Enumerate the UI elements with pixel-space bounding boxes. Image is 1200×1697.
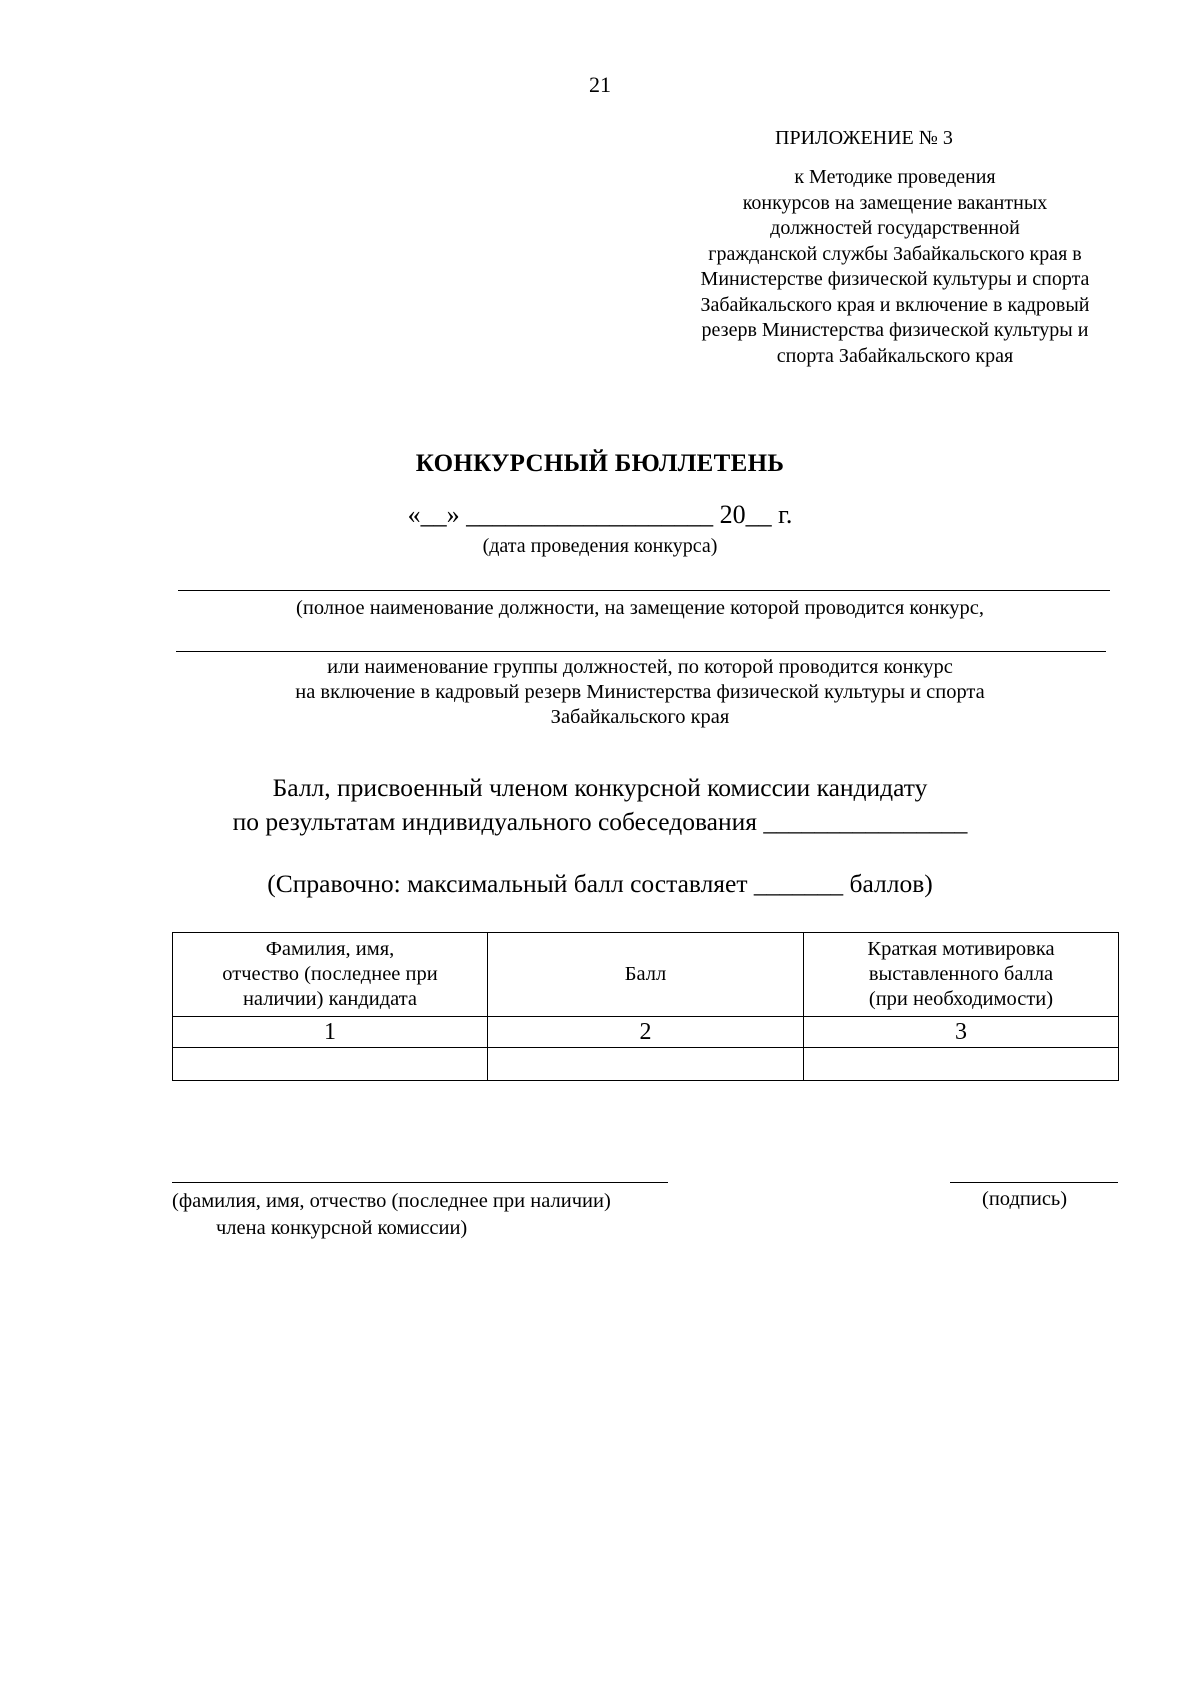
position-name-blank-line-2 [176, 651, 1106, 652]
date-line: «__» ___________________ 20__ г. [407, 500, 793, 529]
date-caption: (дата проведения конкурса) [482, 535, 718, 557]
column-number-1: 1 [173, 1017, 488, 1048]
table-number-row [173, 1017, 1119, 1048]
signature-blank-line [950, 1182, 1118, 1183]
column-number-3: 3 [804, 1017, 1119, 1048]
appendix-line: Забайкальского края и включение в кадровый [700, 293, 1090, 316]
appendix-title: ПРИЛОЖЕНИЕ № 3 [775, 127, 953, 149]
motivation-cell[interactable] [804, 1048, 1119, 1081]
position-caption-line: на включение в кадровый резерв Министерства физической культуры и спорта [295, 681, 985, 703]
appendix-line: гражданской службы Забайкальского края в [708, 242, 1082, 265]
header-score: Балл [488, 933, 804, 1017]
member-name-caption-line: (фамилия, имя, отчество (последнее при наличии) [172, 1190, 611, 1212]
position-caption-line: или наименование группы должностей, по которой проводится конкурс [327, 656, 953, 678]
candidate-name-cell[interactable] [173, 1048, 488, 1081]
score-cell[interactable] [488, 1048, 804, 1081]
appendix-text [660, 165, 1130, 369]
member-name-blank-line [172, 1182, 668, 1183]
score-text-2: по результатам индивидуального собеседования ________________ [232, 807, 968, 836]
page-number: 21 [589, 72, 611, 97]
header-candidate-name: Фамилия, имя, отчество (последнее при наличии) кандидата [173, 933, 488, 1017]
appendix-line: к Методике проведения [794, 166, 996, 188]
member-name-caption [172, 1188, 611, 1242]
position-caption-line: Забайкальского края [550, 706, 730, 728]
appendix-line: резерв Министерства физической культуры и [701, 319, 1089, 341]
score-table [172, 932, 1119, 1081]
max-score-text: (Справочно: максимальный балл составляет _______ баллов) [267, 869, 933, 898]
score-text-1: Балл, присвоенный членом конкурсной комиссии кандидату [272, 773, 928, 802]
appendix-line: спорта Забайкальского края [776, 344, 1014, 367]
signature-caption: (подпись) [982, 1188, 1068, 1210]
table-row [173, 1048, 1119, 1081]
document-title: КОНКУРСНЫЙ БЮЛЛЕТЕНЬ [415, 450, 785, 477]
member-name-caption-line: члена конкурсной комиссии) [216, 1217, 468, 1239]
position-caption-1: (полное наименование должности, на замещение которой проводится конкурс, [296, 597, 984, 619]
header-motivation: Краткая мотивировка выставленного балла (при необходимости) [804, 933, 1119, 1017]
appendix-line: Министерстве физической культуры и спорта [700, 268, 1090, 290]
column-number-2: 2 [488, 1017, 804, 1048]
position-caption-2 [160, 655, 1120, 730]
appendix-line: должностей государственной [770, 217, 1020, 239]
position-name-blank-line [178, 590, 1110, 591]
table-header-row [173, 933, 1119, 1017]
appendix-line: конкурсов на замещение вакантных [742, 191, 1048, 214]
